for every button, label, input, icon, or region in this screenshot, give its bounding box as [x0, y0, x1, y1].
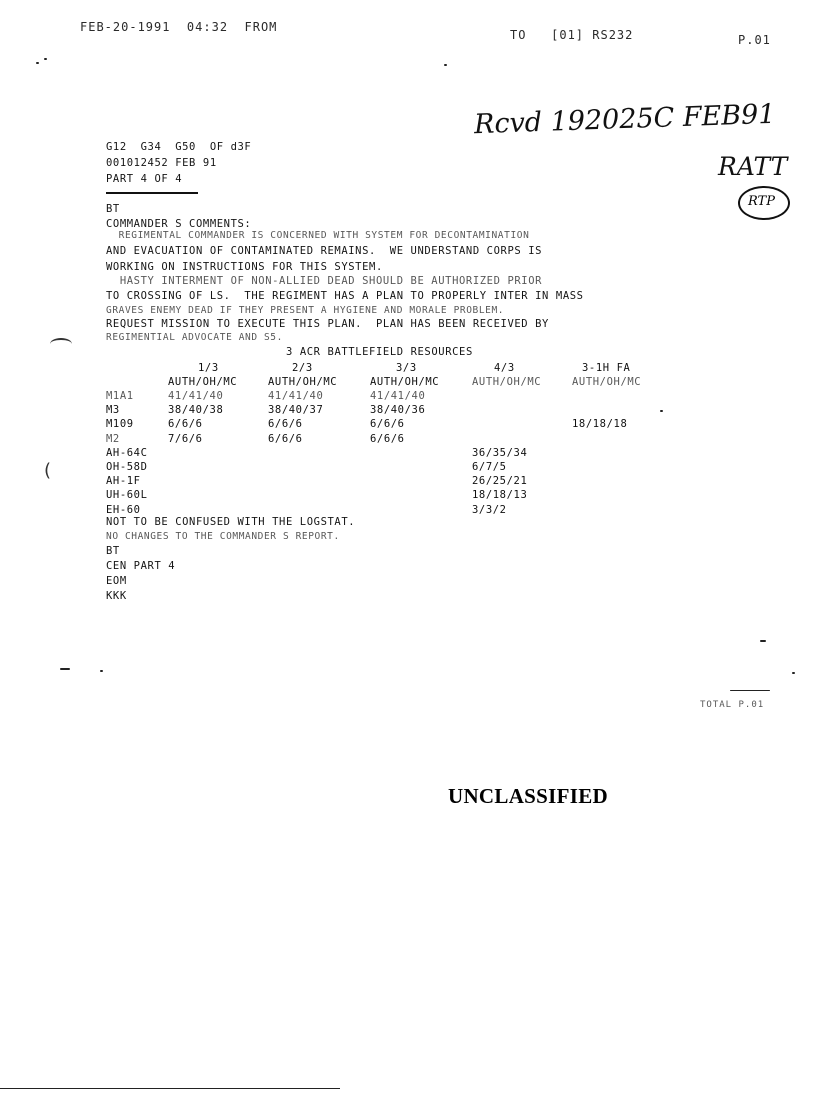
comments-line-9: REGIMENTIAL ADVOCATE AND S5. — [106, 332, 283, 343]
scan-speck — [444, 64, 447, 66]
handwritten-initials: RATT — [718, 152, 788, 181]
trailer-line-5: EOM — [106, 575, 127, 587]
comments-line-4: WORKING ON INSTRUCTIONS FOR THIS SYSTEM. — [106, 261, 383, 273]
resource-row-label: OH-58D — [106, 461, 148, 473]
fax-recipient: TO [01] RS232 — [510, 28, 634, 42]
fax-page-number: P.01 — [738, 33, 771, 47]
message-header-line-2: 001012452 FEB 91 — [106, 157, 217, 169]
scan-speck — [100, 670, 103, 672]
column-subheader-3: AUTH/OH/MC — [370, 376, 440, 388]
resource-cell: 6/6/6 — [168, 418, 203, 431]
handwritten-received-note: Rcvd 192025C FEB91 — [473, 98, 776, 141]
resource-cell: 6/7/5 — [472, 461, 507, 473]
comments-line-8: REQUEST MISSION TO EXECUTE THIS PLAN. PLAN HAS BEEN RECEIVED BY — [106, 318, 549, 330]
trailer-line-4: CEN PART 4 — [106, 560, 176, 572]
resource-row-label: M109 — [106, 418, 134, 431]
resource-cell: 41/41/40 — [268, 390, 324, 402]
resource-row-label: AH-1F — [106, 475, 141, 488]
resource-cell: 38/40/36 — [370, 404, 426, 417]
column-header-1: 1/3 — [198, 362, 219, 374]
scan-speck — [730, 690, 770, 691]
resource-row-label: M1A1 — [106, 390, 134, 402]
message-header-line-1: G12 G34 G50 OF d3F — [106, 141, 252, 153]
column-header-4: 4/3 — [494, 362, 515, 374]
scan-speck — [60, 668, 70, 670]
bt-open: BT — [106, 203, 120, 215]
resource-cell: 6/6/6 — [268, 418, 303, 431]
trailer-line-6: KKK — [106, 590, 127, 602]
scan-artifact-paren: ( — [44, 460, 52, 481]
column-header-3: 3/3 — [396, 362, 417, 374]
trailer-line-2: NO CHANGES TO THE COMMANDER S REPORT. — [106, 531, 340, 542]
resource-cell: 18/18/13 — [472, 489, 528, 502]
resource-row-label: M2 — [106, 432, 120, 445]
comments-line-2: REGIMENTAL COMMANDER IS CONCERNED WITH SYSTEM FOR DECONTAMINATION — [106, 230, 530, 241]
handwritten-circled-mark — [738, 186, 790, 220]
resource-cell: 38/40/37 — [268, 404, 324, 417]
resource-cell: 7/6/6 — [168, 432, 203, 445]
column-header-5: 3-1H FA — [582, 362, 631, 374]
resource-cell: 18/18/18 — [572, 418, 628, 431]
resource-cell: 36/35/34 — [472, 446, 528, 459]
scan-speck — [660, 410, 663, 412]
comments-line-3: AND EVACUATION OF CONTAMINATED REMAINS. WE UNDERSTAND CORPS IS — [106, 245, 543, 257]
scan-edge-line — [0, 1088, 340, 1089]
message-header-line-3: PART 4 OF 4 — [106, 173, 183, 185]
trailer-line-1: NOT TO BE CONFUSED WITH THE LOGSTAT. — [106, 516, 356, 528]
scan-artifact-arc — [50, 338, 72, 350]
scan-speck — [36, 62, 39, 64]
resource-cell: 38/40/38 — [168, 404, 224, 417]
resource-row-label: AH-64C — [106, 446, 148, 459]
resource-cell: 6/6/6 — [370, 418, 405, 431]
column-subheader-2: AUTH/OH/MC — [268, 376, 338, 388]
column-subheader-1: AUTH/OH/MC — [168, 376, 238, 388]
circled-mark-text: RTP — [748, 194, 775, 209]
comments-line-1: COMMANDER S COMMENTS: — [106, 218, 252, 230]
column-header-2: 2/3 — [292, 362, 313, 374]
resource-cell: 3/3/2 — [472, 503, 507, 516]
fax-datetime: FEB-20-1991 04:32 FROM — [80, 20, 278, 34]
column-subheader-5: AUTH/OH/MC — [572, 376, 642, 388]
scan-speck — [760, 640, 766, 642]
resource-row-label: M3 — [106, 404, 120, 417]
classification-marking: UNCLASSIFIED — [448, 784, 608, 808]
scan-speck — [792, 672, 795, 674]
comments-line-6: TO CROSSING OF LS. THE REGIMENT HAS A PLAN TO PROPERLY INTER IN MASS — [106, 290, 584, 302]
resource-row-label: UH-60L — [106, 489, 148, 502]
resource-cell: 6/6/6 — [370, 432, 405, 445]
comments-line-7: GRAVES ENEMY DEAD IF THEY PRESENT A HYGIENE AND MORALE PROBLEM. — [106, 305, 505, 316]
comments-line-5: HASTY INTERMENT OF NON-ALLIED DEAD SHOULD BE AUTHORIZED PRIOR — [106, 275, 543, 287]
resource-cell: 26/25/21 — [472, 475, 528, 488]
resource-cell: 6/6/6 — [268, 432, 303, 445]
resource-cell: 41/41/40 — [168, 390, 224, 402]
resource-cell: 41/41/40 — [370, 390, 426, 402]
struck-line — [106, 192, 198, 194]
trailer-line-3: BT — [106, 545, 120, 557]
scan-speck — [44, 58, 47, 60]
table-title: 3 ACR BATTLEFIELD RESOURCES — [286, 346, 473, 358]
resource-row-label: EH-60 — [106, 503, 141, 516]
column-subheader-4: AUTH/OH/MC — [472, 376, 542, 388]
fax-total-pages: TOTAL P.01 — [700, 700, 765, 710]
